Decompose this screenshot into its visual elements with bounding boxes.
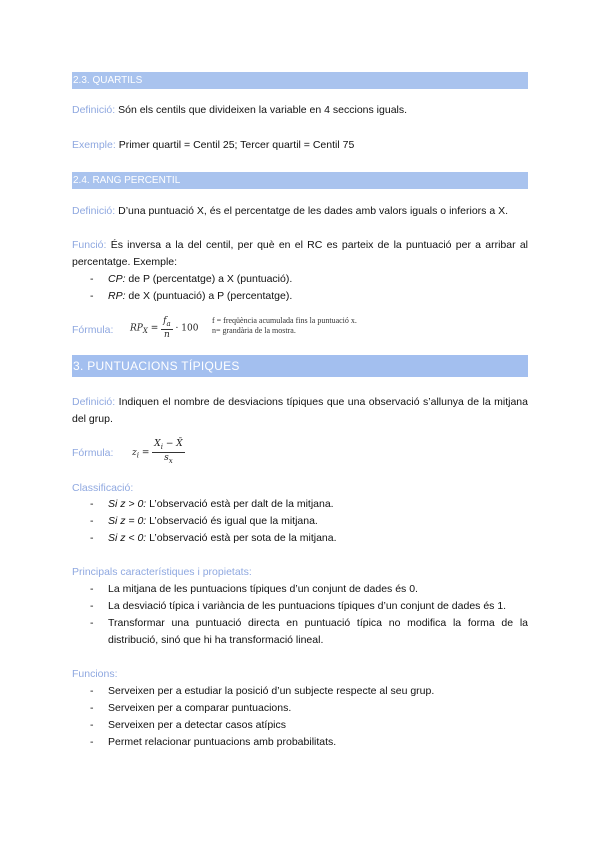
bullet-text: Permet relacionar puntuacions amb probabilitats.	[108, 736, 337, 748]
formula-eq: =	[141, 447, 150, 458]
bullet-dash: -	[90, 290, 94, 302]
bullet-text: L’observació està per dalt de la mitjana.	[146, 498, 334, 510]
bullet-text: La mitjana de les puntuacions típiques d’un conjunt de dades és 0.	[108, 583, 418, 595]
bullet-term: Si z > 0:	[108, 498, 147, 510]
bullet-dash: -	[90, 532, 94, 544]
formula-num: X	[154, 439, 161, 449]
bullet-dash: -	[90, 600, 94, 612]
formula-num: f	[163, 316, 167, 326]
bullet-text: de P (percentatge) a X (puntuació).	[125, 273, 293, 285]
rang-function	[72, 237, 528, 271]
tipiques-definition	[72, 394, 528, 428]
list-item	[90, 530, 528, 547]
list-item	[90, 717, 528, 734]
formula-num-sub: a	[166, 319, 171, 328]
rang-percentil-formula	[130, 316, 198, 340]
formula-note	[212, 316, 357, 336]
properties-label	[72, 564, 528, 581]
function-text: És inversa a la del centil, per què en el RC es parteix de la puntuació per a arribar al percentatge. Exemple:	[72, 239, 529, 268]
bullet-dash: -	[90, 685, 94, 697]
definition-label: Definició:	[72, 104, 116, 116]
formula-label: Fórmula:	[72, 447, 114, 459]
function-label: Funció:	[72, 239, 107, 251]
formula-den: s	[164, 452, 169, 463]
bullet-text: La desviació típica i variància de les puntuacions típiques d’un conjunt de dades és 1.	[108, 600, 507, 612]
list-item	[90, 615, 528, 649]
formula-num-sub: i	[160, 442, 163, 451]
formula-lhs-sub: i	[136, 451, 139, 460]
functions-label	[72, 666, 528, 683]
list-item	[90, 288, 528, 305]
formula-den-sub: x	[168, 456, 173, 465]
list-item	[90, 598, 528, 615]
formula-lhs: z	[132, 447, 137, 458]
definition-text: D’una puntuació X, és el percentatge de les dades amb valors iguals o inferiors a X.	[118, 205, 509, 217]
bullet-text: de X (puntuació) a P (percentatge).	[125, 290, 293, 302]
list-item	[90, 683, 528, 700]
example-text: Primer quartil = Centil 25; Tercer quartil = Centil 75	[118, 139, 355, 151]
classification-heading: Classificació:	[72, 482, 134, 494]
rang-definition	[72, 203, 528, 220]
bullet-dash: -	[90, 736, 94, 748]
bullet-term: CP:	[108, 273, 126, 285]
list-item	[90, 271, 528, 288]
list-item	[90, 513, 528, 530]
bullet-dash: -	[90, 515, 94, 527]
definition-label: Definició:	[72, 396, 116, 408]
formula-fraction	[152, 439, 184, 466]
rang-formula-label	[72, 322, 132, 339]
bullet-dash: -	[90, 273, 94, 285]
bullet-text: L’observació és igual que la mitjana.	[146, 515, 318, 527]
example-label: Exemple:	[72, 139, 116, 151]
classification-label	[72, 480, 528, 497]
section-heading-rang-percentil: 2.4. RANG PERCENTIL	[72, 172, 528, 189]
bullet-term: Si z < 0:	[108, 532, 147, 544]
formula-fraction	[161, 316, 173, 340]
note-line-2: n= grandària de la mostra.	[212, 326, 296, 335]
formula-tail: · 100	[175, 323, 199, 334]
z-score-formula	[132, 439, 185, 466]
bullet-text: Serveixen per a detectar casos atípics	[108, 719, 287, 731]
definition-label: Definició:	[72, 205, 116, 217]
formula-num-tail: − X̄	[162, 439, 183, 449]
list-item	[90, 496, 528, 513]
formula-lhs-sub: X	[142, 327, 148, 336]
bullet-term: Si z = 0:	[108, 515, 147, 527]
bullet-text: L’observació està per sota de la mitjana.	[146, 532, 337, 544]
bullet-dash: -	[90, 498, 94, 510]
formula-lhs: RP	[130, 323, 143, 334]
bullet-term: RP:	[108, 290, 126, 302]
tipiques-formula-label	[72, 445, 132, 462]
section-heading-puntuacions-tipiques: 3. PUNTUACIONS TÍPIQUES	[72, 355, 528, 377]
bullet-text: Serveixen per a comparar puntuacions.	[108, 702, 292, 714]
list-item	[90, 581, 528, 598]
note-line-1: f = freqüència acumulada fins la puntuació x.	[212, 316, 357, 325]
properties-heading: Principals característiques i propietats:	[72, 566, 252, 578]
definition-text: Són els centils que divideixen la variable en 4 seccions iguals.	[118, 104, 408, 116]
bullet-dash: -	[90, 583, 94, 595]
formula-label: Fórmula:	[72, 324, 114, 336]
functions-heading: Funcions:	[72, 668, 118, 680]
formula-den: n	[163, 329, 170, 340]
bullet-dash: -	[90, 719, 94, 731]
definition-text: Indiquen el nombre de desviacions típiques que una observació s’allunya de la mitjana del grup.	[72, 396, 528, 425]
quartils-example	[72, 137, 528, 154]
bullet-dash: -	[90, 702, 94, 714]
quartils-definition	[72, 102, 528, 119]
bullet-dash: -	[90, 617, 94, 629]
section-heading-quartils: 2.3. QUARTILS	[72, 72, 528, 89]
list-item	[90, 700, 528, 717]
bullet-text: Transformar una puntuació directa en puntuació típica no modifica la forma de la distribució, sinó que hi ha transformació lineal.	[108, 617, 528, 646]
bullet-text: Serveixen per a estudiar la posició d’un subjecte respecte al seu grup.	[108, 685, 435, 697]
list-item	[90, 734, 528, 751]
formula-eq: =	[150, 323, 159, 334]
